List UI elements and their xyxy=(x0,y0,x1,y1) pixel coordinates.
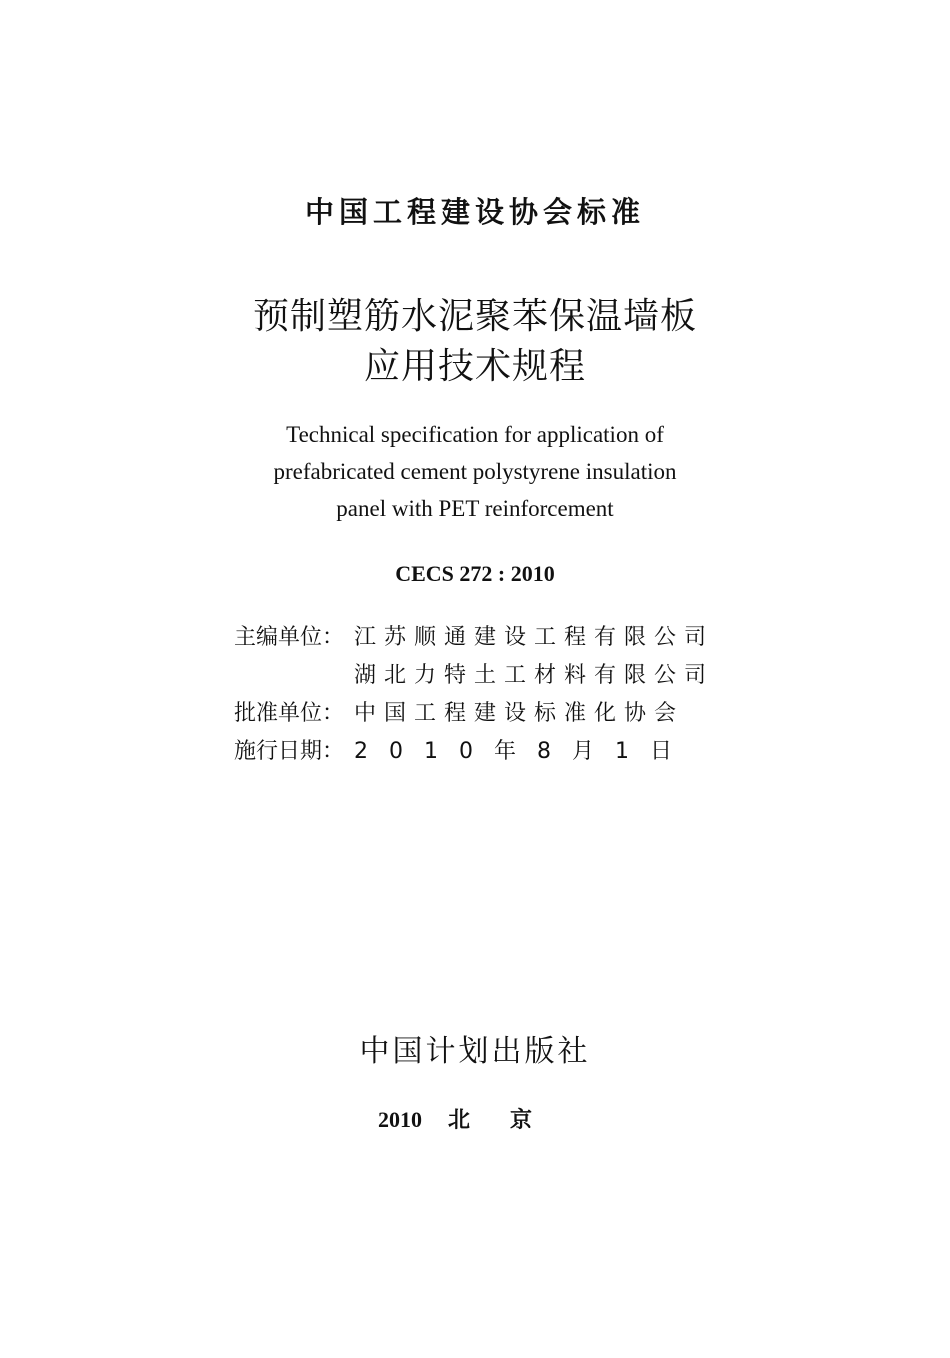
publisher-name: 中国计划出版社 xyxy=(359,1034,591,1069)
editor-row-1 xyxy=(234,620,714,656)
publication-year: 2010 xyxy=(377,1107,422,1132)
approver-row xyxy=(234,696,684,732)
approver-unit: 中国工程建设标准化协会 xyxy=(354,701,685,726)
effective-date-row xyxy=(234,734,693,770)
english-title-line-3: panel with PET reinforcement xyxy=(336,496,614,521)
english-title-line-2: prefabricated cement polystyrene insulation xyxy=(273,459,677,484)
english-title-line-1: Technical specification for application of xyxy=(286,422,664,447)
publication-place xyxy=(0,1104,950,1136)
approver-label: 批准单位： xyxy=(234,701,345,726)
organization-standard-heading: 中国工程建设协会标准 xyxy=(304,195,645,229)
editor-row-2 xyxy=(234,658,714,694)
chinese-title-line-1: 预制塑筋水泥聚苯保温墙板 xyxy=(252,296,697,337)
effective-date: 2010年8月1日 xyxy=(354,739,693,764)
standard-code: CECS 272 : 2010 xyxy=(395,561,555,586)
chinese-title-line-2: 应用技术规程 xyxy=(363,346,586,387)
editor-unit-2: 湖北力特土工材料有限公司 xyxy=(354,663,715,688)
editor-unit-1: 江苏顺通建设工程有限公司 xyxy=(354,625,715,650)
publication-city: 北京 xyxy=(447,1107,572,1132)
effective-date-label: 施行日期： xyxy=(234,739,345,764)
editor-label: 主编单位： xyxy=(234,625,345,650)
